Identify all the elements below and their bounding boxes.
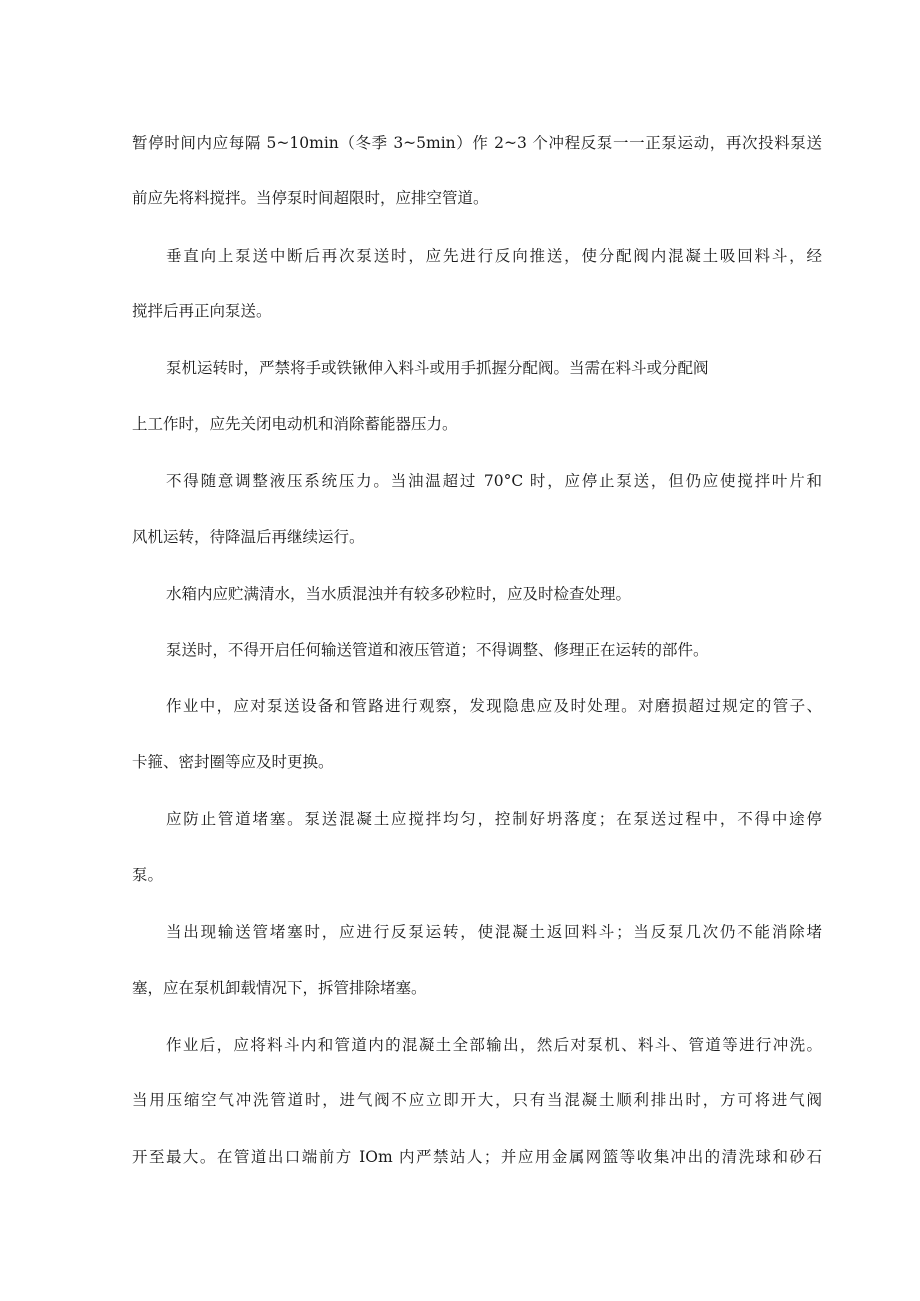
text-line: 水箱内应贮满清水，当水质混浊并有较多砂粒时，应及时检查处理。: [166, 585, 632, 603]
text-line: 卡箍、密封圈等应及时更换。: [132, 753, 334, 771]
text-line: 应防止管道堵塞。泵送混凝土应搅拌均匀，控制好坍落度；在泵送过程中，不得中途停: [166, 810, 822, 828]
text-line: 前应先将料搅拌。当停泵时间超限时，应排空管道。: [132, 189, 489, 207]
text-line: 当用压缩空气冲洗管道时，进气阀不应立即开大，只有当混凝土顺利排出时，方可将进气阀: [132, 1091, 822, 1109]
text-line: 开至最大。在管道出口端前方 IOm 内严禁站人；并应用金属网篮等收集冲出的清洗球和砂石: [132, 1148, 822, 1166]
text-line: 当出现输送管堵塞时，应进行反泵运转，使混凝土返回料斗；当反泵几次仍不能消除堵: [166, 923, 822, 941]
text-line: 上工作时，应先关闭电动机和消除蓄能器压力。: [132, 415, 458, 433]
text-line: 不得随意调整液压系统压力。当油温超过 70°C 时，应停止泵送，但仍应使搅拌叶片和: [166, 472, 822, 490]
text-line: 风机运转，待降温后再继续运行。: [132, 528, 365, 546]
text-line: 塞，应在泵机卸载情况下，拆管排除堵塞。: [132, 979, 427, 997]
text-line: 作业中，应对泵送设备和管路进行观察，发现隐患应及时处理。对磨损超过规定的管子、: [166, 697, 822, 715]
text-line: 泵机运转时，严禁将手或铁锹伸入料斗或用手抓握分配阀。当需在料斗或分配阀: [166, 359, 709, 377]
text-line: 暂停时间内应每隔 5~10min（冬季 3~5min）作 2~3 个冲程反泵一一正泵运动，再次投料泵送: [132, 134, 822, 152]
text-line: 泵。: [132, 866, 164, 884]
text-line: 泵送时，不得开启任何输送管道和液压管道；不得调整、修理正在运转的部件。: [166, 641, 709, 659]
text-line: 垂直向上泵送中断后再次泵送时，应先进行反向推送，使分配阀内混凝土吸回料斗，经: [166, 247, 822, 265]
text-line: 搅拌后再正向泵送。: [132, 302, 272, 320]
text-line: 作业后，应将料斗内和管道内的混凝土全部输出，然后对泵机、料斗、管道等进行冲洗。: [166, 1036, 822, 1054]
